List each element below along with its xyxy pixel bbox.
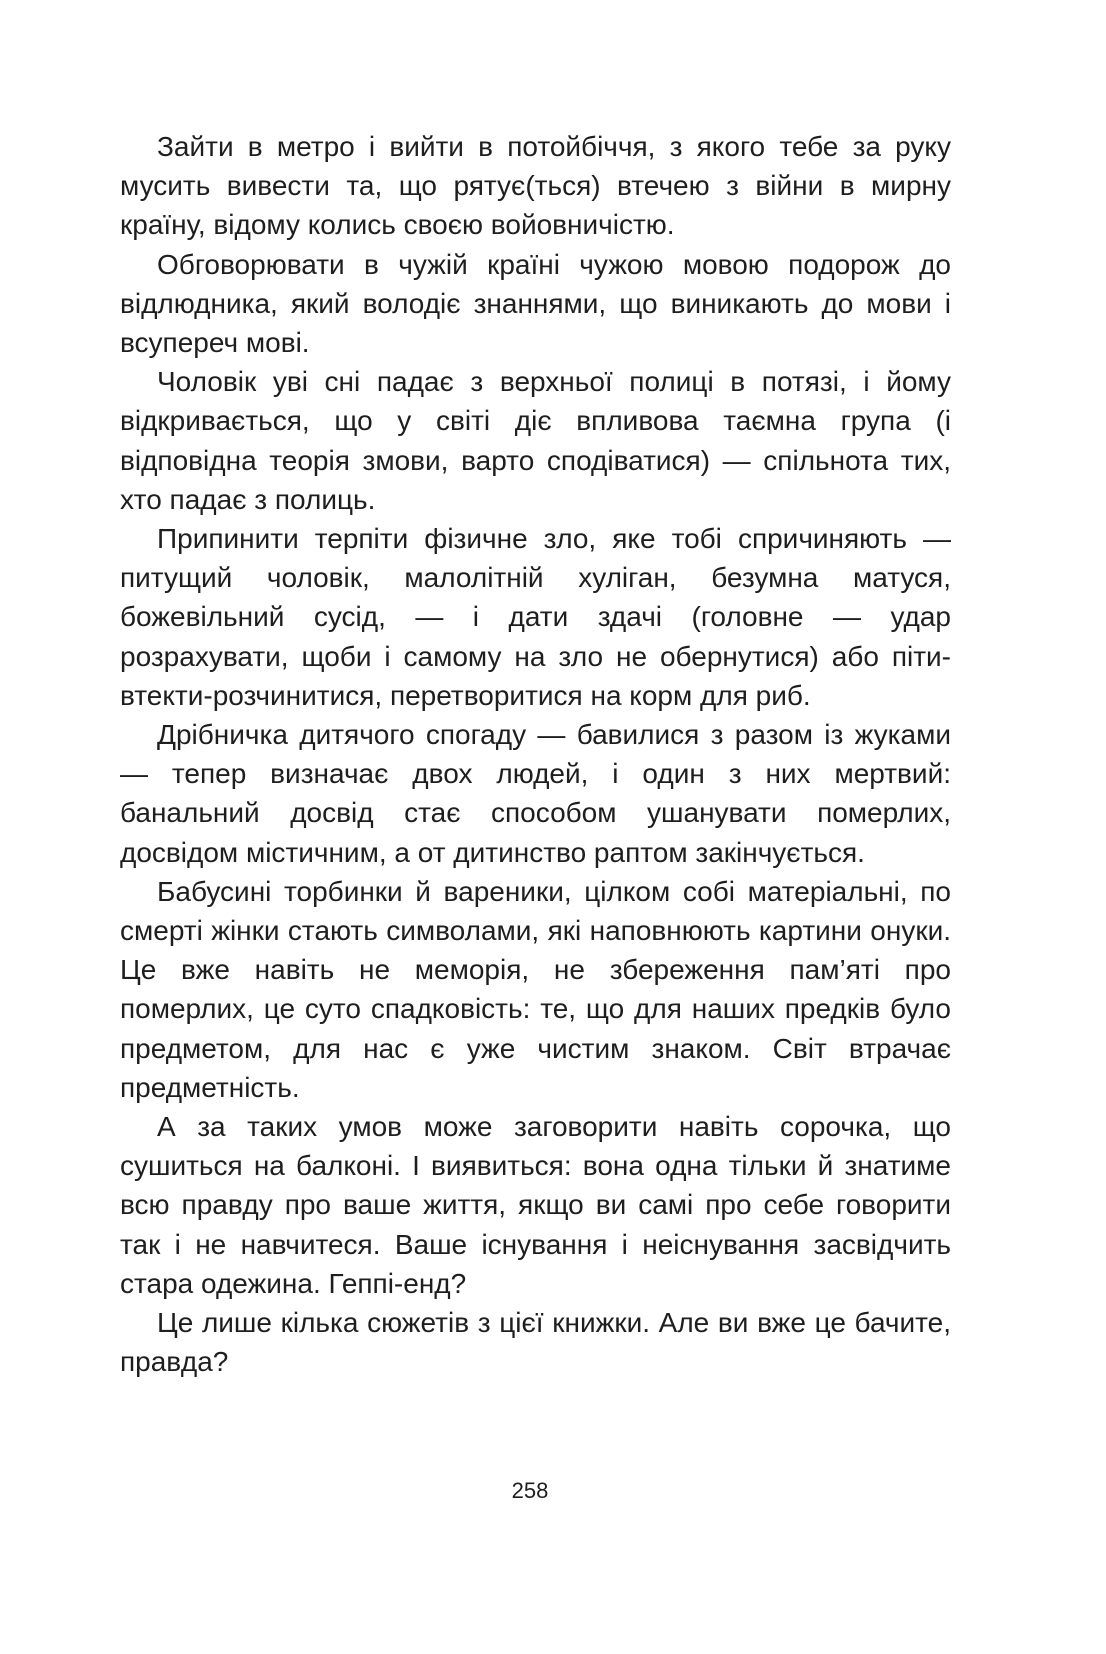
page-number: 258 [511, 1478, 549, 1503]
paragraph-8: Це лише кілька сюжетів з цієї книжки. Але ви вже це бачите, правда? [120, 1307, 951, 1378]
paragraph-2: Обговорювати в чужій країні чужою мовою подорож до відлюдника, який володіє знаннями, що виникають до мови і всупереч мові. [120, 248, 951, 359]
paragraph-5: Дрібничка дитячого спогаду — бавилися з разом із жуками — тепер визначає двох людей, і один з них мертвий: банальний досвід стає способом ушанувати померлих, досвідом містичним, а от дитинство раптом закінчується. [120, 719, 951, 868]
page-body [120, 127, 951, 1382]
paragraph-7: А за таких умов може заговорити навіть сорочка, що сушиться на балконі. І виявиться: вона одна тільки й знатиме всю правду про ваше життя, якщо ви самі про себе говорити так і не навчитеся. Ваше існування і неіснування засвідчить стара одежина. Геппі-енд? [120, 1111, 951, 1299]
paragraph-4: Припинити терпіти фізичне зло, яке тобі спричиняють — питущий чоловік, малолітній хуліган, безумна матуся, божевільний сусід, — і дати здачі (головне — удар розрахувати, щоби і самому на зло не обернутися) або піти-втекти-розчинитися, перетворитися на корм для риб. [120, 523, 951, 711]
paragraph-1: Зайти в метро і вийти в потойбіччя, з якого тебе за руку мусить вивести та, що рятує(ться) втечею з війни в мирну країну, відому колись своєю войовничістю. [120, 131, 951, 241]
paragraph-3: Чоловік уві сні падає з верхньої полиці в потязі, і йому відкривається, що у світі діє впливова таємна група (і відповідна теорія змови, варто сподіватися) — спільнота тих, хто падає з полиць. [120, 366, 951, 515]
paragraph-6: Бабусині торбинки й вареники, цілком собі матеріальні, по смерті жінки стають символами, які наповнюють картини онуки. Це вже навіть не меморія, не збереження пам’яті про померлих, це суто спадковість: те, що для наших предків було предметом, для нас є уже чистим знаком. Світ втрачає предметність. [120, 875, 951, 1103]
